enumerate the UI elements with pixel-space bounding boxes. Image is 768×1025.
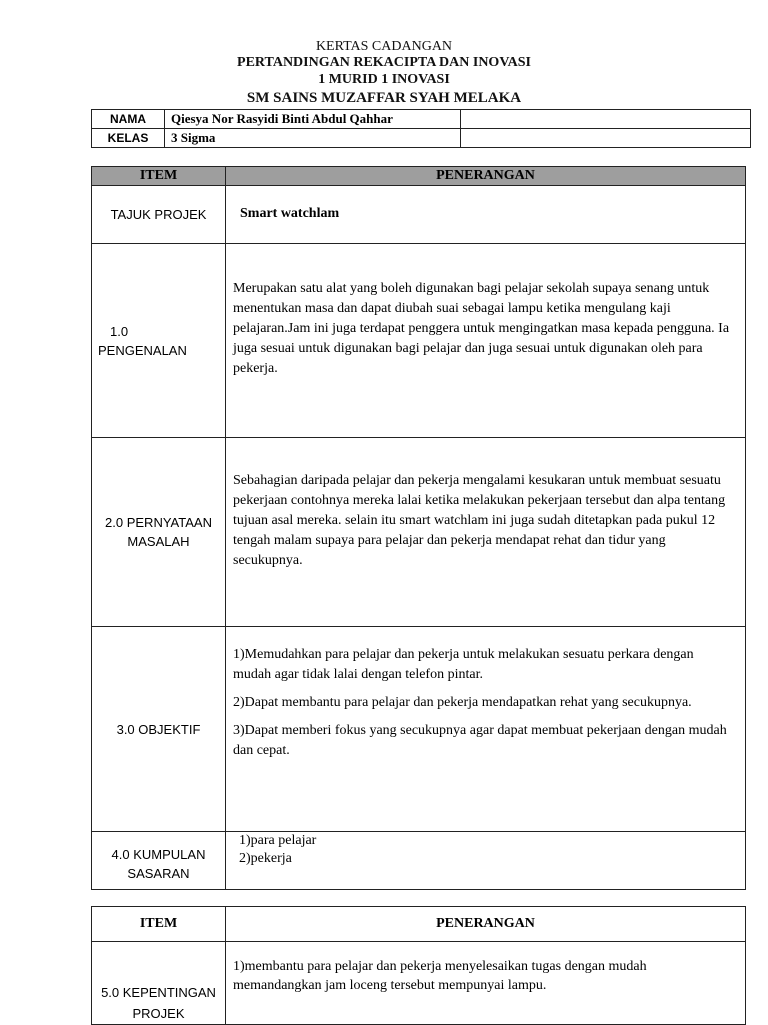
info-empty-cell bbox=[461, 129, 751, 148]
info-row-nama bbox=[92, 110, 751, 129]
row-item-sasaran bbox=[92, 832, 226, 890]
row-item-label: 3.0 OBJEKTIF bbox=[116, 721, 201, 737]
row-item-label-cont: SASARAN bbox=[127, 865, 190, 881]
doc-subtitle: 1 MURID 1 INOVASI bbox=[318, 72, 450, 87]
row-desc-masalah bbox=[226, 438, 746, 627]
column-header-penerangan: PENERANGAN bbox=[226, 167, 746, 186]
sasaran-2: 2)pekerja bbox=[239, 851, 292, 866]
row-item-label: 5.0 KEPENTINGAN bbox=[101, 985, 216, 1000]
row-desc-kepentingan bbox=[226, 942, 746, 1025]
table-row bbox=[92, 186, 746, 244]
table-row bbox=[92, 832, 746, 890]
row-item-tajuk bbox=[92, 186, 226, 244]
masalah-text: Sebahagian daripada pelajar dan pekerja mengalami kesukaran untuk membuat sesuatu pekerjaan contohnya mereka lalai ketika melakukan pekerjaan tersebut dan alpa tentang tujuan asal mereka. selain itu smart watchlam ini juga sudah ditetapkan pada pukul 12 tengah malam supaya para pelajar dan pekerja mendapat rehat dan tidur yang secukupnya. bbox=[233, 473, 726, 568]
objektif-1: 1)Memudahkan para pelajar dan pekerja untuk melakukan sesuatu perkara dengan mudah agar tidak lalai dengan telefon pintar. bbox=[233, 647, 694, 682]
project-title: Smart watchlam bbox=[240, 206, 340, 221]
student-info-table bbox=[91, 109, 751, 148]
row-item-label: TAJUK PROJEK bbox=[110, 207, 207, 222]
table-header-row bbox=[92, 907, 746, 942]
kelas-label: KELAS bbox=[92, 129, 165, 148]
row-item-number: 1.0 bbox=[110, 323, 129, 339]
objektif-2: 2)Dapat membantu para pelajar dan pekerja mendapatkan rehat yang secukupnya. bbox=[233, 695, 692, 710]
kepentingan-text: 1)membantu para pelajar dan pekerja menyelesaikan tugas dengan mudah memandangkan jam loceng tersebut mempunyai lampu. bbox=[233, 959, 647, 993]
doc-title: PERTANDINGAN REKACIPTA DAN INOVASI bbox=[237, 55, 531, 70]
column-header-item: ITEM bbox=[92, 167, 226, 186]
table-header-row bbox=[92, 167, 746, 186]
row-desc-tajuk bbox=[226, 186, 746, 244]
table-row bbox=[92, 438, 746, 627]
row-item-label: PENGENALAN bbox=[98, 342, 187, 358]
column-header-item: ITEM bbox=[92, 907, 226, 942]
row-item-kepentingan bbox=[92, 942, 226, 1025]
pengenalan-text: Merupakan satu alat yang boleh digunakan bagi pelajar sekolah supaya senang untuk menentukan masa dan dapat diubah suai sebagai lampu ketika mengulang kaji pelajaran.Jam ini juga terdapat penggera untuk mengingatkan masa kepada pengguna. Ia juga sesuai untuk digunakan bagi pelajar dan juga sesuai untuk digunakan oleh para pekerja. bbox=[233, 281, 730, 376]
doc-kicker: KERTAS CADANGAN bbox=[315, 39, 453, 54]
row-item-objektif bbox=[92, 627, 226, 832]
row-item-label: 2.0 PERNYATAAN bbox=[105, 515, 212, 530]
info-empty-cell bbox=[461, 110, 751, 129]
proposal-table bbox=[91, 166, 746, 890]
row-item-label-cont: PROJEK bbox=[132, 1006, 185, 1021]
column-header-penerangan: PENERANGAN bbox=[226, 907, 746, 942]
info-row-kelas bbox=[92, 129, 751, 148]
objektif-3: 3)Dapat memberi fokus yang secukupnya agar dapat membuat pekerjaan dengan mudah dan cepat. bbox=[233, 723, 727, 758]
row-desc-sasaran bbox=[226, 832, 746, 890]
nama-label: NAMA bbox=[92, 110, 165, 129]
row-desc-pengenalan bbox=[226, 244, 746, 438]
row-item-label-cont: MASALAH bbox=[127, 534, 190, 549]
school-name: SM SAINS MUZAFFAR SYAH MELAKA bbox=[246, 90, 522, 106]
kelas-value: 3 Sigma bbox=[165, 129, 461, 148]
nama-value: Qiesya Nor Rasyidi Binti Abdul Qahhar bbox=[165, 110, 461, 129]
table-row bbox=[92, 627, 746, 832]
row-item-masalah bbox=[92, 438, 226, 627]
table-row bbox=[92, 942, 746, 1025]
sasaran-1: 1)para pelajar bbox=[239, 833, 317, 848]
row-item-pengenalan bbox=[92, 244, 226, 438]
row-desc-objektif bbox=[226, 627, 746, 832]
row-item-label: 4.0 KUMPULAN bbox=[111, 846, 206, 862]
table-row bbox=[92, 244, 746, 438]
proposal-table-continued bbox=[91, 906, 746, 1025]
